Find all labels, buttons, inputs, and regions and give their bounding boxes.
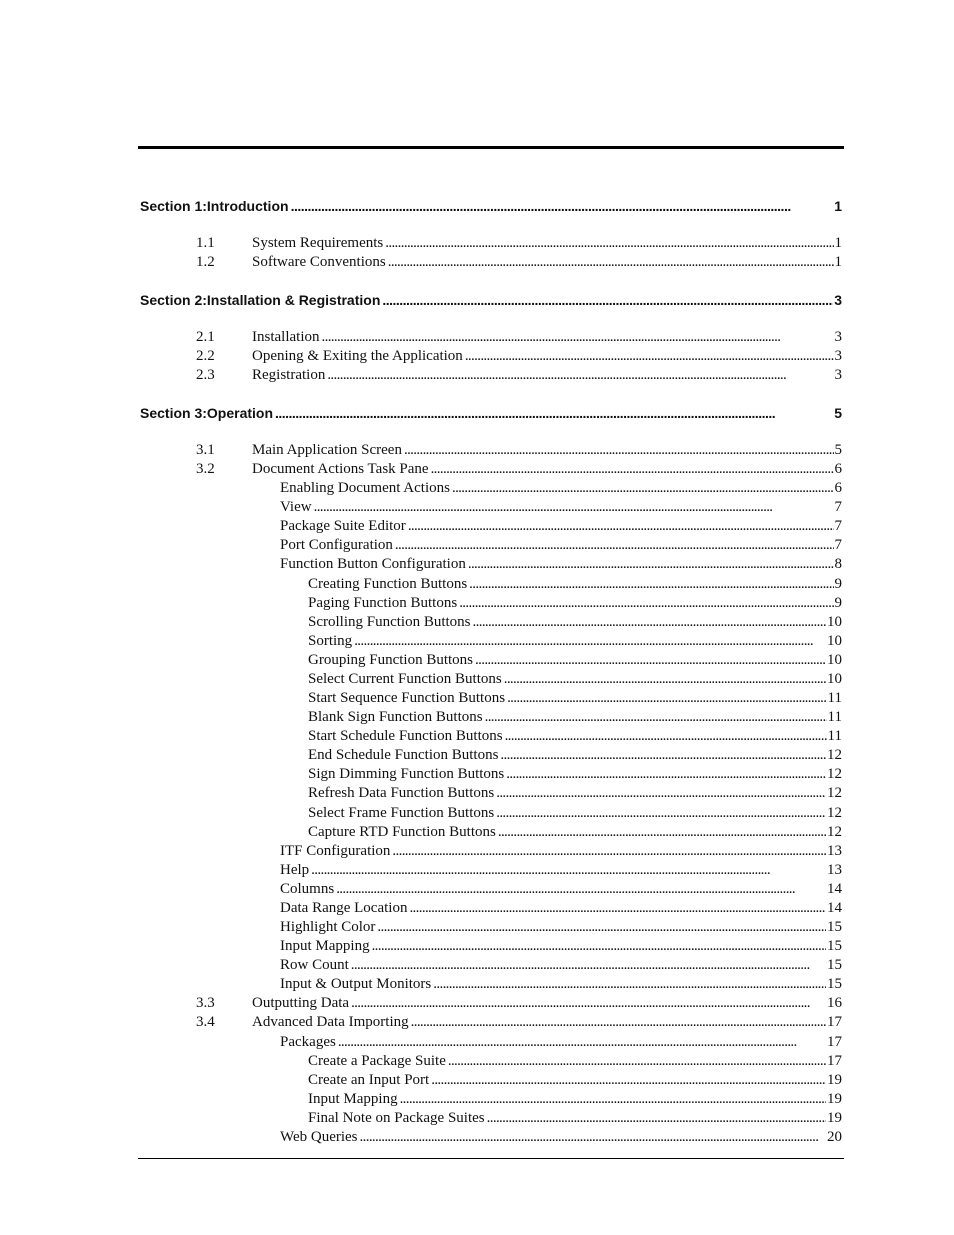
toc-page-number: 6 [834,480,842,496]
toc-section-entry[interactable] [140,292,842,310]
toc-entry[interactable] [308,805,842,824]
toc-entry[interactable] [280,938,842,957]
toc-entry[interactable] [308,671,842,690]
toc-entry-number: 3.2 [196,461,215,477]
toc-dot-leader [411,1014,826,1031]
toc-entry-number: 2.2 [196,348,215,364]
toc-dot-leader [385,235,833,252]
toc-page-number: 12 [827,785,842,801]
toc-dot-leader [475,652,826,669]
toc-entry-title: Main Application Screen [252,442,402,458]
toc-entry-title: Web Queries [280,1129,358,1145]
toc-entry-title: Advanced Data Importing [252,1014,409,1030]
toc-dot-leader [351,995,826,1012]
toc-page-number: 15 [827,957,842,973]
toc-entry[interactable] [308,785,842,804]
toc-page-number: 13 [827,862,842,878]
toc-section-entry[interactable] [140,198,842,216]
toc-entry-title: ITF Configuration [280,843,391,859]
toc-entry-title: End Schedule Function Buttons [308,747,499,763]
toc-entry-title: Section 1:Introduction [140,198,289,214]
toc-entry-title: Select Current Function Buttons [308,671,502,687]
toc-dot-leader [506,766,826,783]
toc-entry-title: Package Suite Editor [280,518,406,534]
toc-page-number: 17 [827,1014,842,1030]
toc-page-number: 15 [827,938,842,954]
toc-dot-leader [431,1072,826,1089]
toc-dot-leader [327,367,833,384]
toc-dot-leader [500,747,826,764]
toc-page-number: 20 [827,1129,842,1145]
toc-entry-title: Final Note on Package Suites [308,1110,485,1126]
toc-dot-leader [507,690,826,707]
toc-page-number: 19 [827,1110,842,1126]
toc-entry[interactable] [308,690,842,709]
toc-entry[interactable] [280,843,842,862]
toc-entry[interactable] [252,254,842,273]
toc-entry-number: 3.4 [196,1014,215,1030]
toc-section-entry[interactable] [140,405,842,423]
toc-entry-title: Start Schedule Function Buttons [308,728,503,744]
toc-entry-title: Creating Function Buttons [308,576,468,592]
toc-page-number: 6 [834,461,842,477]
toc-dot-leader [505,728,827,745]
toc-entry-number: 1.1 [196,235,215,251]
toc-dot-leader [469,576,833,593]
toc-entry-title: Opening & Exiting the Application [252,348,463,364]
toc-dot-leader [360,1129,826,1146]
toc-page-number: 12 [827,824,842,840]
toc-entry-title: Select Frame Function Buttons [308,805,495,821]
toc-entry-title: Port Configuration [280,537,393,553]
toc-page-number: 12 [827,766,842,782]
toc-dot-leader [448,1053,826,1070]
toc-entry[interactable] [280,900,842,919]
toc-entry[interactable] [280,957,842,976]
toc-entry-title: Input & Output Monitors [280,976,432,992]
toc-entry-title: Create an Input Port [308,1072,430,1088]
toc-page-number: 7 [834,499,842,515]
toc-page-number: 1 [834,198,842,214]
toc-dot-leader [409,900,826,917]
footer-rule [138,1158,844,1159]
toc-page-number: 12 [827,805,842,821]
toc-entry-title: Create a Package Suite [308,1053,446,1069]
toc-dot-leader [487,1110,826,1127]
toc-page-number: 1 [834,254,842,270]
toc-dot-leader [459,595,833,612]
toc-entry-number: 1.2 [196,254,215,270]
toc-entry[interactable] [252,442,842,461]
toc-dot-leader [377,919,826,936]
toc-page-number: 1 [834,235,842,251]
toc-entry[interactable] [252,367,842,386]
toc-page-number: 9 [834,576,842,592]
toc-dot-leader [496,785,826,802]
toc-entry-title: Help [280,862,310,878]
toc-entry-title: Packages [280,1034,336,1050]
toc-entry[interactable] [308,709,842,728]
toc-dot-leader [452,480,834,497]
toc-page-number: 13 [827,843,842,859]
toc-entry-title: Registration [252,367,326,383]
header-rule [138,146,844,149]
toc-entry[interactable] [280,976,842,995]
toc-dot-leader [431,461,834,478]
toc-entry[interactable] [308,1053,842,1072]
toc-page-number: 9 [834,595,842,611]
toc-dot-leader [351,957,826,974]
toc-dot-leader [433,976,826,993]
toc-entry[interactable] [252,235,842,254]
toc-entry-title: Capture RTD Function Buttons [308,824,496,840]
toc-page-number: 12 [827,747,842,763]
toc-page-number: 3 [834,329,842,345]
toc-entry[interactable] [280,1129,842,1148]
toc-dot-leader [404,442,834,459]
toc-entry-title: Blank Sign Function Buttons [308,709,483,725]
toc-entry-title: Enabling Document Actions [280,480,450,496]
toc-entry-title: Data Range Location [280,900,408,916]
toc-entry-number: 3.3 [196,995,215,1011]
toc-entry[interactable] [308,766,842,785]
toc-dot-leader [400,1091,826,1108]
toc-page-number: 3 [834,367,842,383]
toc-page-number: 7 [834,537,842,553]
toc-dot-leader [468,556,834,573]
toc-entry[interactable] [308,728,842,747]
toc-entry[interactable] [308,824,842,843]
toc-entry[interactable] [308,633,842,652]
toc-page-number: 5 [834,405,842,421]
toc-page-number: 11 [827,728,842,744]
toc-dot-leader [485,709,827,726]
toc-entry[interactable] [252,1014,842,1033]
toc-page-number: 17 [827,1034,842,1050]
toc-entry[interactable] [308,1091,842,1110]
toc-page-number: 5 [834,442,842,458]
toc-entry-title: Columns [280,881,335,897]
toc-entry-number: 2.1 [196,329,215,345]
toc-dot-leader [322,329,834,346]
toc-entry-title: Installation [252,329,320,345]
toc-page-number: 10 [827,671,842,687]
toc-page-number: 19 [827,1072,842,1088]
toc-entry[interactable] [308,652,842,671]
toc-dot-leader [473,614,826,631]
toc-entry[interactable] [280,881,842,900]
toc-dot-leader [496,805,826,822]
toc-entry[interactable] [280,862,842,881]
toc-entry-title: Section 3:Operation [140,405,274,421]
toc-entry[interactable] [280,518,842,537]
toc-entry-title: Start Sequence Function Buttons [308,690,506,706]
toc-dot-leader [465,348,834,365]
toc-entry[interactable] [308,1072,842,1091]
toc-dot-leader [311,862,826,879]
toc-page-number: 14 [827,881,842,897]
toc-page-number: 11 [827,709,842,725]
toc-entry[interactable] [280,499,842,518]
toc-dot-leader [336,881,826,898]
toc-dot-leader [498,824,826,841]
toc-page-number: 7 [834,518,842,534]
toc-entry[interactable] [252,995,842,1014]
toc-entry-title: Outputting Data [252,995,350,1011]
toc-entry[interactable] [252,461,842,480]
toc-entry-title: Input Mapping [280,938,370,954]
toc-entry-number: 2.3 [196,367,215,383]
toc-page-number: 14 [827,900,842,916]
toc-entry[interactable] [280,1034,842,1053]
toc-page-number: 19 [827,1091,842,1107]
toc-page-number: 10 [827,652,842,668]
toc-entry[interactable] [252,348,842,367]
toc-page-number: 10 [827,633,842,649]
toc-dot-leader [388,254,834,271]
toc-dot-leader [395,537,834,554]
toc-page-number: 8 [834,556,842,572]
toc-entry[interactable] [308,614,842,633]
toc-entry[interactable] [252,329,842,348]
toc-entry-title: Sorting [308,633,353,649]
toc-dot-leader [314,499,834,516]
toc-entry[interactable] [308,1110,842,1129]
toc-entry[interactable] [280,919,842,938]
toc-entry[interactable] [308,576,842,595]
toc-entry-title: Highlight Color [280,919,376,935]
toc-page-number: 17 [827,1053,842,1069]
toc-dot-leader [382,292,833,308]
toc-dot-leader [372,938,826,955]
toc-entry-title: Grouping Function Buttons [308,652,474,668]
toc-entry-title: Row Count [280,957,349,973]
toc-entry-title: Document Actions Task Pane [252,461,429,477]
toc-page-number: 3 [834,292,842,308]
toc-page-number: 3 [834,348,842,364]
toc-entry-title: Paging Function Buttons [308,595,458,611]
toc-dot-leader [504,671,826,688]
toc-page-number: 10 [827,614,842,630]
toc-entry[interactable] [280,556,842,575]
toc-dot-leader [338,1034,826,1051]
toc-entry[interactable] [280,480,842,499]
toc-entry-title: Scrolling Function Buttons [308,614,471,630]
toc-entry-title: View [280,499,312,515]
toc-entry-title: Sign Dimming Function Buttons [308,766,505,782]
toc-entry-number: 3.1 [196,442,215,458]
toc-entry-title: Function Button Configuration [280,556,466,572]
toc-dot-leader [392,843,826,860]
toc-entry[interactable] [280,537,842,556]
toc-entry-title: Software Conventions [252,254,386,270]
toc-dot-leader [408,518,834,535]
toc-dot-leader [354,633,826,650]
toc-entry-title: Section 2:Installation & Registration [140,292,381,308]
toc-entry-title: System Requirements [252,235,384,251]
toc-entry[interactable] [308,595,842,614]
toc-entry-title: Input Mapping [308,1091,398,1107]
toc-dot-leader [275,405,833,421]
toc-page-number: 16 [827,995,842,1011]
toc-page-number: 11 [827,690,842,706]
toc-dot-leader [291,198,834,214]
toc-page-number: 15 [827,976,842,992]
toc-page-number: 15 [827,919,842,935]
toc-entry[interactable] [308,747,842,766]
toc-entry-title: Refresh Data Function Buttons [308,785,495,801]
